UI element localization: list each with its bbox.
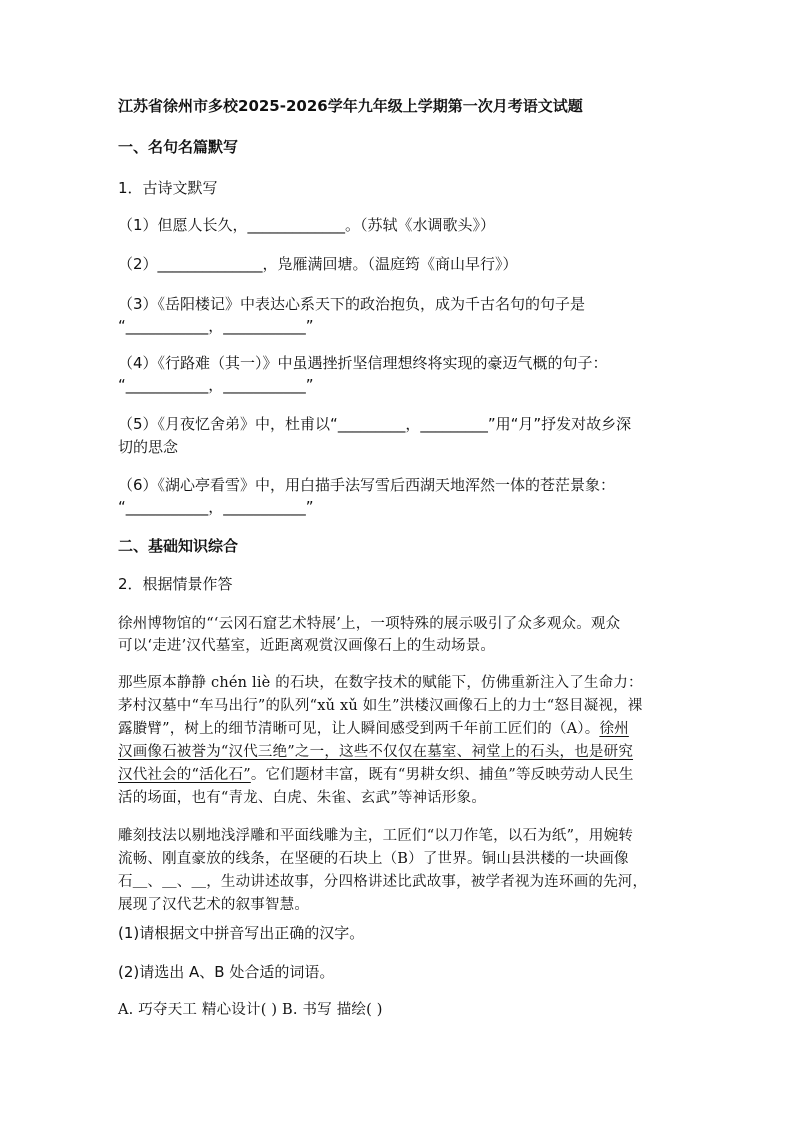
- underlined-sentence-middle: 汉画像石被誉为“汉代三绝”之一，这些不仅仅在墓室、祠堂上的石头，也是研究: [118, 744, 634, 760]
- item-4-line-2: “___________，___________”: [118, 376, 314, 394]
- underlined-sentence-start: 徐州: [599, 721, 629, 737]
- passage-p2-line-6: 活的场面，也有“青龙、白虎、朱雀、玄武”等神话形象。: [118, 790, 487, 806]
- passage-p2-line-3: [118, 719, 629, 739]
- section-1-heading: 一、名句名篇默写: [118, 138, 239, 156]
- answer-options: A. 巧夺天工 精心设计( ) B. 书写 描绘( ): [118, 1002, 383, 1018]
- item-6-line-1: （6）《湖心亭看雪》中，用白描手法写雪后西湖天地浑然一体的苍茫景象：: [118, 476, 616, 494]
- passage-p2-line-1: 那些原本静静 chén liè 的石块，在数字技术的赋能下，仿佛重新注入了生命力：: [118, 675, 643, 691]
- underlined-sentence-end: 汉代社会的“活化石”: [118, 767, 251, 783]
- item-3-line-1: （3）《岳阳楼记》中表达心系天下的政治抱负，成为千古名句的句子是: [118, 295, 586, 313]
- question-2-label: 2．根据情景作答: [118, 575, 233, 593]
- item-1: （1）但愿人长久，_____________。（苏轼《水调歌头》）: [118, 216, 496, 234]
- section-2-heading: 二、基础知识综合: [118, 537, 239, 555]
- question-1-label: 1．古诗文默写: [118, 179, 218, 197]
- passage-p2-line-5: [118, 765, 634, 785]
- item-4-line-1: （4）《行路难（其一）》中虽遇挫折坚信理想终将实现的豪迈气概的句子：: [118, 354, 608, 372]
- item-3-line-2: “___________，___________”: [118, 317, 314, 335]
- passage-p3-line-3: 石＿、＿、＿，生动讲述故事，分四格讲述比武故事，被学者视为连环画的先河，: [118, 874, 648, 890]
- passage-p1-line-1: 徐州博物馆的“‘云冈石窟艺术特展’上，一项特殊的展示吸引了众多观众。观众: [118, 616, 621, 632]
- passage-p3-line-1: 雕刻技法以剔地浅浮雕和平面线雕为主，工匠们“以刀作笔，以石为纸”，用婉转: [118, 828, 634, 844]
- item-6-line-2: “___________，___________”: [118, 498, 314, 516]
- passage-p2-line-3-text: 露賸臂”，树上的细节清晰可见，让人瞬间感受到两千年前工匠们的（A）。: [118, 721, 600, 737]
- passage-p2-line-5-text: 。它们题材丰富，既有“男耕女织、捕鱼”等反映劳动人民生: [250, 767, 634, 783]
- passage-p3-line-4: 展现了汉代艺术的叙事智慧。: [118, 897, 310, 913]
- passage-p2-line-2: 茅村汉墓中“车马出行”的队列“xǔ xǔ 如生”洪楼汉画像石上的力士“怒目凝视，裸: [118, 698, 643, 714]
- sub-question-1: (1)请根据文中拼音写出正确的汉字。: [118, 924, 365, 942]
- passage-p3-line-2: 流畅、刚直豪放的线条，在坚硬的石块上（B）了世界。铜山县洪楼的一块画像: [118, 851, 629, 867]
- sub-question-2: (2)请选出 A、B 处合适的词语。: [118, 963, 335, 981]
- passage-p1-line-2: 可以‘走进’汉代墓室，近距离观赏汉画像石上的生动场景。: [118, 638, 496, 654]
- item-2: （2）______________，凫雁满回塘。（温庭筠《商山早行》）: [118, 255, 518, 273]
- document-title: 江苏省徐州市多校2025-2026学年九年级上学期第一次月考语文试题: [118, 97, 583, 115]
- item-5-line-1: （5）《月夜忆舍弟》中，杜甫以“_________，_________”用“月”抒发对故乡深: [118, 415, 632, 433]
- item-5-line-2: 切的思念: [118, 438, 179, 456]
